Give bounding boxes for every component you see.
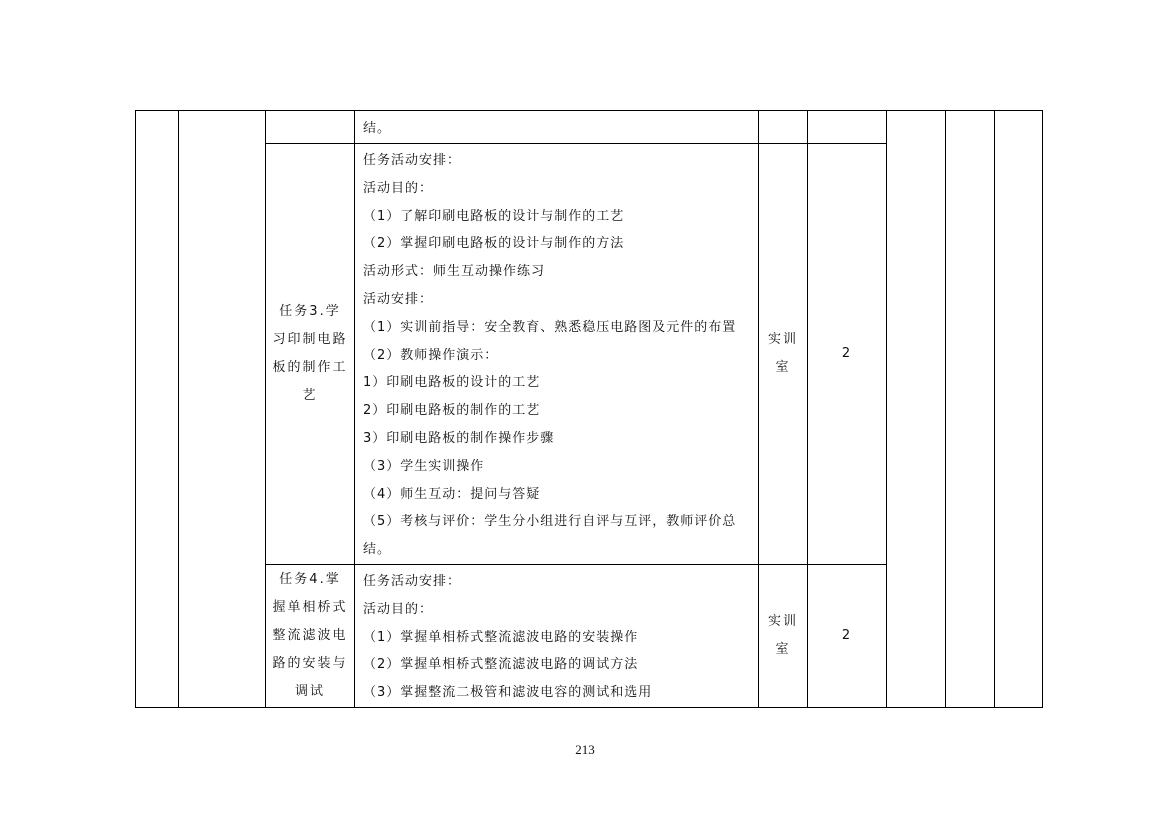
content-line: （1）实训前指导：安全教育、熟悉稳压电路图及元件的布置 [363, 319, 737, 335]
task-name-line: 调试 [294, 683, 325, 699]
content-line: 活动目的： [363, 180, 434, 196]
hours-cell [808, 564, 887, 707]
task-name-line: 任务3.学 [279, 303, 341, 319]
blank-cell [179, 111, 266, 708]
blank-cell [995, 111, 1043, 708]
content-line: 活动形式：师生互动操作练习 [363, 264, 546, 280]
content-line: 任务活动安排： [363, 153, 462, 168]
content-line: 活动目的： [363, 601, 434, 617]
activity-content-cell [355, 111, 759, 144]
activity-content-cell [355, 144, 759, 565]
location-cell [759, 144, 808, 565]
location-line: 实训 [767, 331, 798, 347]
blank-cell [946, 111, 995, 708]
task-name-line: 习印制电路 [272, 331, 348, 347]
content-line: 结。 [363, 120, 392, 136]
hours-value: 2 [841, 627, 853, 643]
task-name-cell [266, 144, 355, 565]
location-line: 实训 [767, 613, 798, 629]
content-line: （2）掌握印刷电路板的设计与制作的方法 [363, 236, 625, 252]
location-cell [759, 564, 808, 707]
content-line: （1）了解印刷电路板的设计与制作的工艺 [363, 208, 625, 224]
task-name-line: 艺 [302, 387, 318, 403]
task-name-line: 板的制作工 [272, 359, 348, 375]
activity-content-cell [355, 564, 759, 707]
blank-cell [887, 111, 946, 708]
hours-cell [808, 144, 887, 565]
content-line: 任务活动安排： [363, 573, 462, 589]
task-name-line: 任务4.掌 [279, 571, 341, 587]
content-line: （2）教师操作演示： [363, 347, 499, 363]
location-line: 室 [775, 359, 791, 375]
page-number: 213 [575, 742, 595, 757]
hours-value: 2 [841, 345, 853, 361]
blank-cell [266, 111, 355, 144]
content-line: （1）掌握单相桥式整流滤波电路的安装操作 [363, 629, 639, 645]
teaching-plan-table [135, 110, 1043, 708]
task-name-line: 整流滤波电 [272, 627, 348, 643]
task-name-cell [266, 564, 355, 707]
content-line: （2）掌握单相桥式整流滤波电路的调试方法 [363, 657, 639, 673]
task-name-line: 路的安装与 [272, 655, 348, 671]
content-line: 3）印刷电路板的制作操作步骤 [363, 430, 555, 446]
content-line: （3）掌握整流二极管和滤波电容的测试和选用 [363, 685, 653, 701]
content-line: 活动安排： [363, 291, 434, 307]
content-line: 1）印刷电路板的设计的工艺 [363, 375, 541, 391]
blank-cell [808, 111, 887, 144]
content-line: 2）印刷电路板的制作的工艺 [363, 403, 541, 419]
content-line: （4）师生互动：提问与答疑 [363, 486, 541, 502]
blank-cell [759, 111, 808, 144]
content-line: （5）考核与评价：学生分小组进行自评与互评，教师评价总 [363, 514, 737, 530]
task-name-line: 握单相桥式 [272, 599, 348, 615]
content-line: （3）学生实训操作 [363, 458, 485, 474]
blank-cell [136, 111, 179, 708]
location-line: 室 [775, 641, 791, 657]
content-line: 结。 [363, 542, 392, 558]
